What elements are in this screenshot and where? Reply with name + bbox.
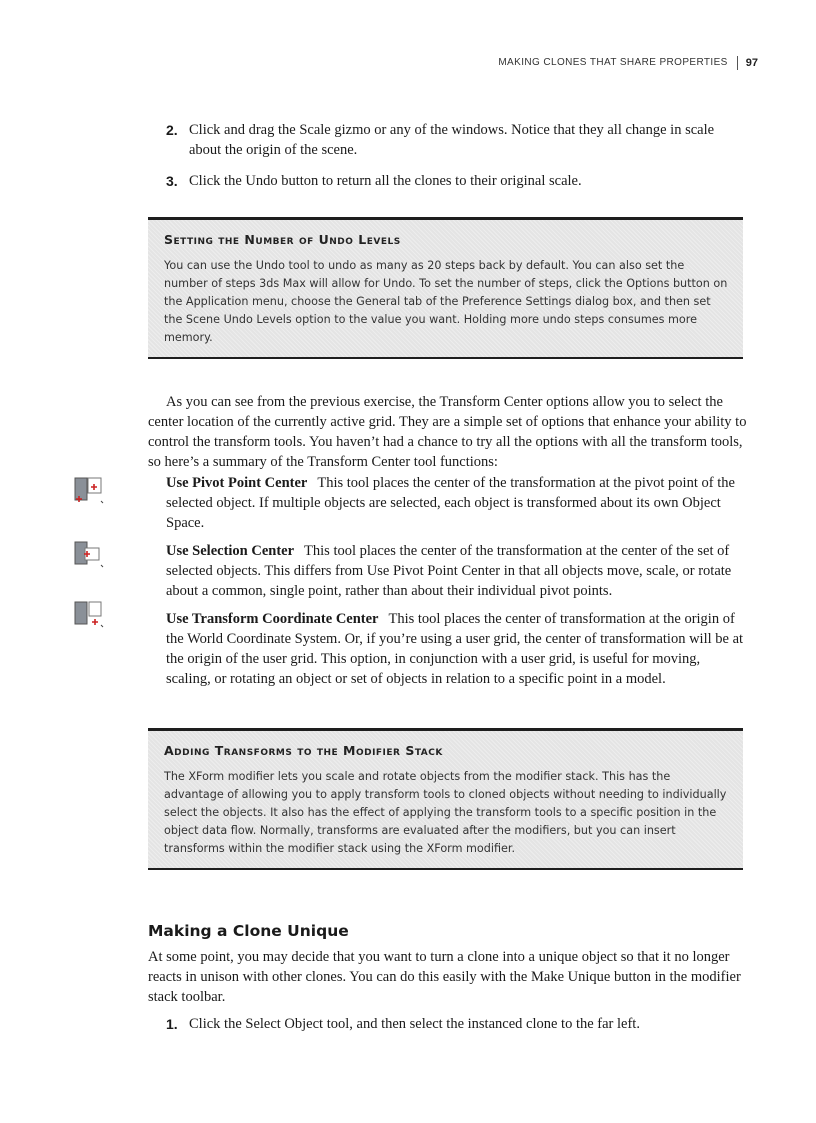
definition-item bbox=[166, 473, 748, 533]
section-paragraph: At some point, you may decide that you want to turn a clone into a unique object so that it no longer reacts in unison with other clones. You can do this easily with the Make Unique button in the modifier stack toolbar. bbox=[148, 949, 741, 1005]
definition-text: This tool places the center of transformation at the origin of the World Coordinate System. Or, if you’re using a user grid, the center of transformation will be at the origin of the user grid. This option, in conjunction with a user grid, is useful for moving, scaling, or rotating an object or set of objects in relation to a specific point in a model. bbox=[166, 611, 744, 687]
sidebar-xform-modifier bbox=[148, 728, 743, 870]
step-text: Click the Select Object tool, and then select the instanced clone to the far left. bbox=[189, 1016, 640, 1032]
definition-text: This tool places the center of the transformation at the center of the set of selected objects. This differs from Use Pivot Point Center in that all objects move, scale, or rotate about a common, single point, rather than about their individual pivot points. bbox=[166, 543, 732, 599]
sidebar-body: The XForm modifier lets you scale and rotate objects from the modifier stack. This has the advantage of allowing you to apply transform tools to cloned objects without needing to individually select the objects. It also has the effect of applying the transform tools to a specific position in the object data flow. Normally, transforms are evaluated after the modifiers, but you can insert transforms within the modifier stack using the XForm modifier. bbox=[164, 770, 727, 855]
step-number: 2. bbox=[166, 122, 178, 138]
definition-text: This tool places the center of the transformation at the pivot point of the selected object. If multiple objects are selected, each object is transformed about its own Object Space. bbox=[166, 475, 735, 531]
list-item bbox=[166, 171, 746, 191]
definition-item bbox=[166, 541, 748, 601]
running-header bbox=[498, 55, 758, 71]
pivot-point-center-icon bbox=[74, 476, 104, 504]
steps-list-top bbox=[166, 120, 746, 202]
definitions-list bbox=[166, 473, 748, 697]
list-item bbox=[166, 1014, 746, 1034]
definition-item bbox=[166, 609, 748, 689]
selection-center-icon bbox=[74, 540, 104, 568]
definition-term: Use Selection Center bbox=[166, 543, 295, 559]
step-number: 3. bbox=[166, 173, 178, 189]
page-number: 97 bbox=[745, 57, 758, 69]
sidebar-title: Setting the Number of Undo Levels bbox=[164, 232, 401, 247]
sidebar-title: Adding Transforms to the Modifier Stack bbox=[164, 743, 443, 758]
step-number: 1. bbox=[166, 1016, 178, 1032]
transform-coordinate-center-icon bbox=[74, 600, 104, 628]
header-section-title: MAKING CLONES THAT SHARE PROPERTIES bbox=[498, 56, 737, 70]
list-item bbox=[166, 120, 746, 160]
step-text: Click and drag the Scale gizmo or any of the windows. Notice that they all change in scale about the origin of the scene. bbox=[189, 122, 715, 158]
definition-term: Use Transform Coordinate Center bbox=[166, 611, 379, 627]
intro-paragraph: As you can see from the previous exercise, the Transform Center options allow you to select the center location of the currently active grid. They are a simple set of options that enhance your ability to control the transform tools. You haven’t had a chance to try all the options with all the transform tools, so here’s a summary of the Transform Center tool functions: bbox=[148, 394, 747, 470]
sidebar-undo-levels bbox=[148, 217, 743, 359]
section-heading: Making a Clone Unique bbox=[148, 922, 349, 940]
step-text: Click the Undo button to return all the clones to their original scale. bbox=[189, 173, 582, 189]
sidebar-body: You can use the Undo tool to undo as many as 20 steps back by default. You can also set the number of steps 3ds Max will allow for Undo. To set the number of steps, click the Options button on the Application menu, choose the General tab of the Preference Settings dialog box, and then set the Scene Undo Levels option to the value you want. Holding more undo steps consumes more memory. bbox=[164, 259, 728, 344]
steps-list-bottom bbox=[166, 1014, 746, 1045]
definition-term: Use Pivot Point Center bbox=[166, 475, 308, 491]
